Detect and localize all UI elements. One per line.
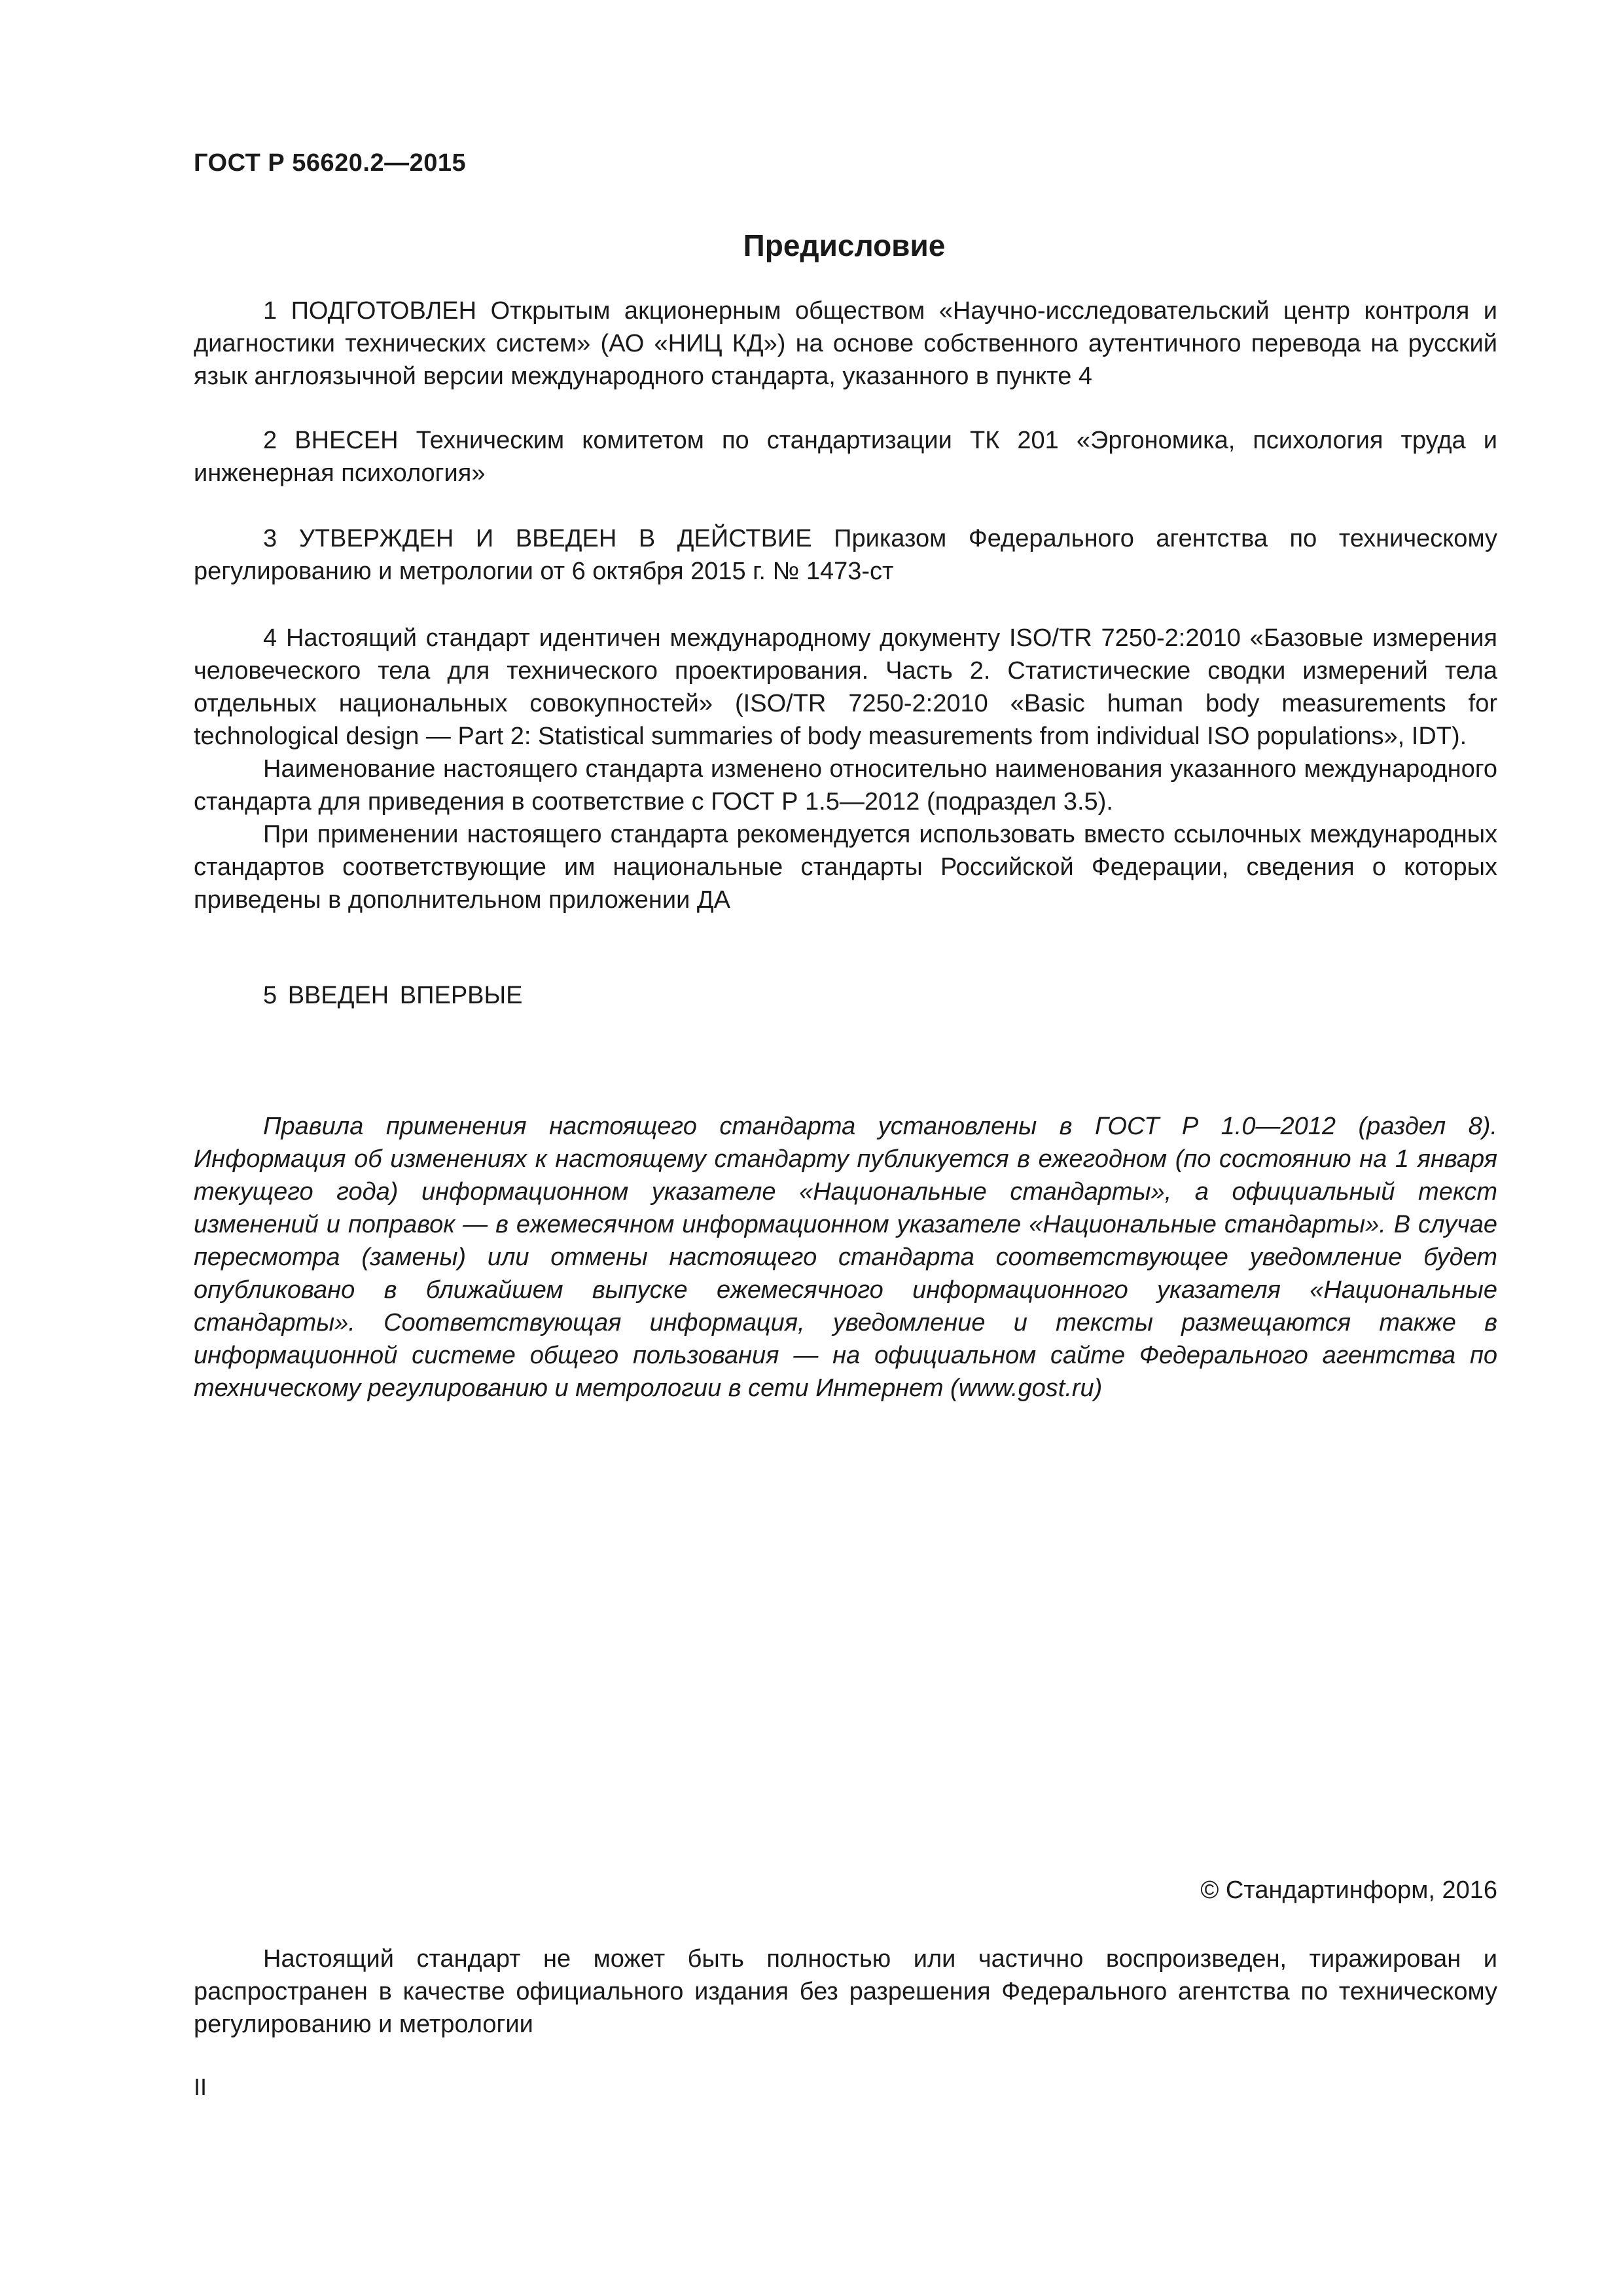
page-number: II [194,2073,207,2100]
preface-item-4-paragraph-1: 4 Настоящий стандарт идентичен международному документу ISO/TR 7250-2:2010 «Базовые измерения человеческого тела для технического проектирования. Часть 2. Статистические сводки измерений тела отдельных национальных совокупностей» (ISO/TR 7250-2:2010 «Basic human body measurements for technological design — Part 2: Statistical summaries of body measurements from individual ISO populations», IDT). [194,624,1497,750]
preface-item-5 [194,979,1497,1012]
page-title: Предисловие [743,228,946,262]
application-rules-text: Правила применения настоящего стандарта установлены в ГОСТ Р 1.0—2012 (раздел 8). Информация об изменениях к настоящему стандарту публикуется в ежегодном (по состоянию на 1 января текущего года) информационном указателе «Национальные стандарты», а официальный текст изменений и поправок — в ежемесячном информационном указателе «Национальные стандарты». В случае пересмотра (замены) или отмены настоящего стандарта соответствующее уведомление будет опубликовано в ближайшем выпуске ежемесячного информационного указателя «Национальные стандарты». Соответствующая информация, уведомление и тексты размещаются также в информационной системе общего пользования — на официальном сайте Федерального агентства по техническому регулированию и метрологии в сети Интернет (www.gost.ru) [194,1113,1497,1402]
application-rules-note [194,1110,1497,1405]
preface-item-4-paragraph-3: При применении настоящего стандарта рекомендуется использовать вместо ссылочных международных стандартов соответствующие им национальные стандарты Российской Федерации, сведения о которых приведены в дополнительном приложении ДА [194,821,1497,914]
reproduction-notice [194,1943,1497,2041]
preface-item-4-paragraph-2: Наименование настоящего стандарта изменено относительно наименования указанного международного стандарта для приведения в соответствие с ГОСТ Р 1.5—2012 (подраздел 3.5). [194,755,1497,816]
preface-item-5-text: 5 ВВЕДЕН ВПЕРВЫЕ [263,982,523,1009]
preface-item-2 [194,424,1497,490]
preface-item-3 [194,522,1497,588]
preface-item-1 [194,295,1497,393]
preface-item-2-text: 2 ВНЕСЕН Техническим комитетом по стандартизации ТК 201 «Эргономика, психология труда и инженерная психология» [194,427,1497,487]
preface-item-4 [194,622,1497,916]
preface-item-3-text: 3 УТВЕРЖДЕН И ВВЕДЕН В ДЕЙСТВИЕ Приказом Федерального агентства по техническому регулированию и метрологии от 6 октября 2015 г. № 1473-ст [194,525,1497,585]
preface-item-1-text: 1 ПОДГОТОВЛЕН Открытым акционерным обществом «Научно-исследовательский центр контроля и диагностики технических систем» (АО «НИЦ КД») на основе собственного аутентичного перевода на русский язык англоязычной версии международного стандарта, указанного в пункте 4 [194,297,1497,390]
document-code-header: ГОСТ Р 56620.2—2015 [194,149,467,177]
copyright-line: © Стандартинформ, 2016 [1200,1876,1497,1904]
reproduction-notice-text: Настоящий стандарт не может быть полностью или частично воспроизведен, тиражирован и распространен в качестве официального издания без разрешения Федерального агентства по техническому регулированию и метрологии [194,1945,1497,2038]
